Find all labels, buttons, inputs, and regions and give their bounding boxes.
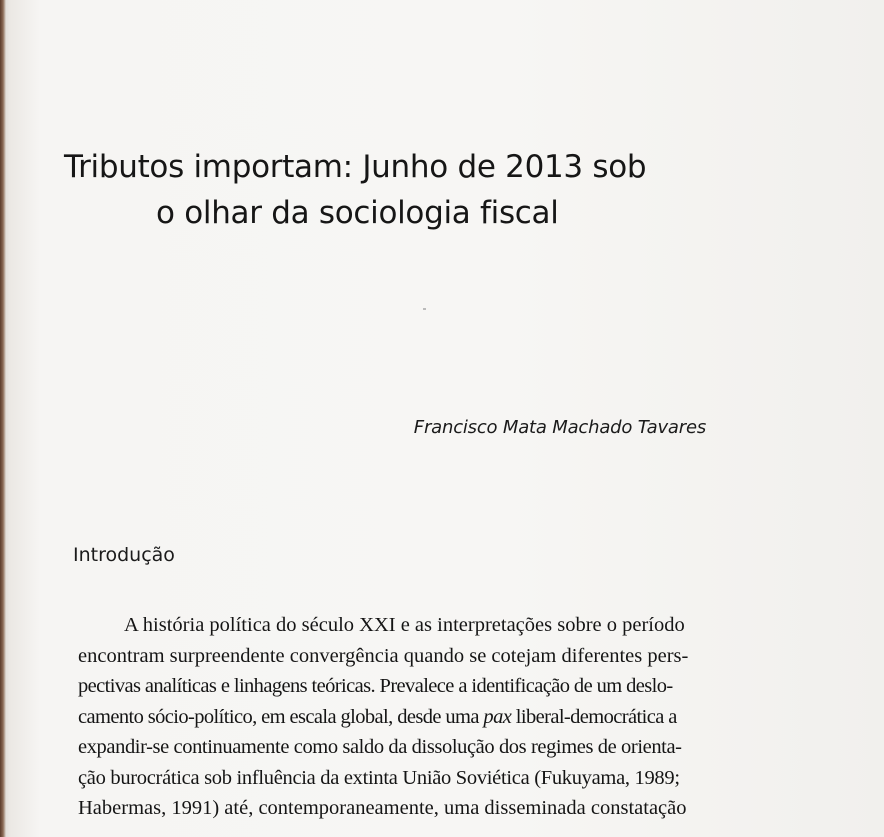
section-heading: Introdução [73, 544, 175, 566]
chapter-title-line-2: o olhar da sociologia fiscal [156, 195, 559, 231]
page-edge [0, 0, 6, 837]
chapter-title [64, 144, 744, 236]
paragraph-line: encontram surpreendente convergência quando se cotejam diferentes pers- [78, 644, 689, 667]
paragraph-line: Habermas, 1991) até, contemporaneamente, uma disseminada constatação [78, 797, 687, 819]
paragraph-line: camento sócio-político, em escala global, desde uma pax liberal-democrática a [78, 705, 677, 728]
paragraph-line: A história política do século XXI e as interpretações sobre o período [124, 614, 685, 636]
speck [423, 308, 426, 310]
italic-term: pax [483, 705, 512, 728]
chapter-title-line-1: Tributos importam: Junho de 2013 sob [64, 149, 647, 185]
chapter-author: Francisco Mata Machado Tavares [413, 417, 706, 438]
paragraph-line: pectivas analíticas e linhagens teóricas. Prevalece a identificação de um deslo- [78, 675, 673, 697]
paragraph-line: expandir-se continuamente como saldo da dissolução dos regimes de orienta- [78, 736, 682, 758]
paragraph-line: ção burocrática sob influência da extinta União Soviética (Fukuyama, 1989; [78, 766, 680, 789]
body-paragraph [78, 610, 714, 824]
